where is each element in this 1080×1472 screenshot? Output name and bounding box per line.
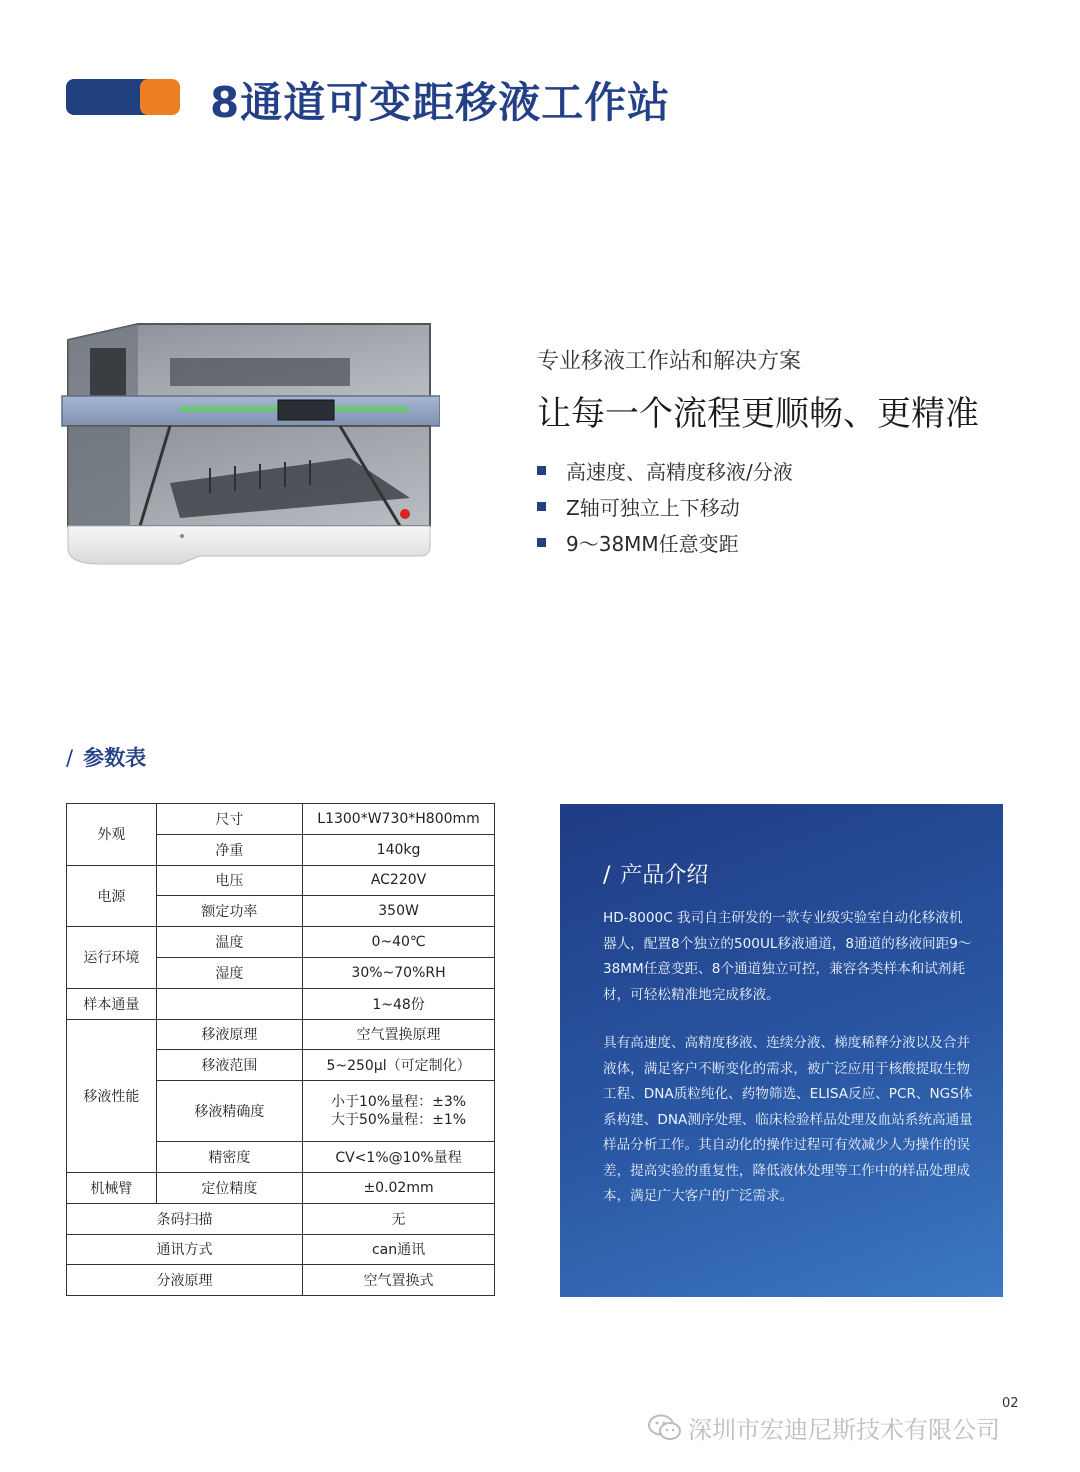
slash-icon: / [66, 746, 74, 770]
footer-brand [648, 1410, 1000, 1445]
slash-icon: / [603, 863, 611, 888]
hero-subtitle: 专业移液工作站和解决方案 [537, 349, 802, 374]
param-value-cell: 空气置换原理 [303, 1019, 495, 1050]
table-row [67, 1172, 495, 1203]
group-cell: 样本通量 [67, 988, 157, 1019]
bullet-square-icon [537, 538, 546, 547]
table-row [67, 804, 495, 835]
param-name-cell: 分液原理 [67, 1265, 303, 1296]
param-name-cell: 湿度 [156, 957, 302, 988]
feature-list [537, 452, 793, 560]
page-title: 8通道可变距移液工作站 [210, 78, 671, 127]
param-name-cell: 移液范围 [156, 1050, 302, 1081]
param-value-cell: 0~40℃ [303, 927, 495, 958]
feature-text: 9～38MM任意变距 [566, 531, 739, 556]
param-value-cell: L1300*W730*H800mm [303, 804, 495, 835]
intro-paragraph: HD-8000C 我司自主研发的一款专业级实验室自动化移液机器人，配置8个独立的500UL移液通道，8通道的移液间距9～38MM任意变距、8个通道独立可控，兼容各类样本和试剂耗材，可轻松精准地完成移液。 [603, 910, 972, 1003]
param-name-cell: 条码扫描 [67, 1203, 303, 1234]
value-line: 大于50%量程：±1% [331, 1112, 467, 1129]
param-value-cell: 5~250μl（可定制化） [303, 1050, 495, 1081]
intro-heading [603, 858, 708, 889]
param-name-cell: 尺寸 [156, 804, 302, 835]
intro-paragraph: 具有高速度、高精度移液、连续分液、梯度稀释分液以及合并液体，满足客户不断变化的需求，被广泛应用于核酸提取生物工程、DNA质粒纯化、药物筛选、ELISA反应、PCR、NGS体系构建、DNA测序处理、临床检验样品处理及血站系统高通量样品分析工作。其自动化的操作过程可有效减少人为操作的误差，提高实验的重复性，降低液体处理等工作中的样品处理成本，满足广大客户的广泛需求。 [603, 1035, 973, 1204]
page-number: 02 [1002, 1396, 1019, 1411]
param-name-cell [156, 988, 302, 1019]
table-row [67, 988, 495, 1019]
param-value-cell: can通讯 [303, 1234, 495, 1265]
bullet-square-icon [537, 466, 546, 475]
feature-item [537, 488, 793, 524]
table-row [67, 1265, 495, 1296]
group-cell: 移液性能 [67, 1019, 157, 1172]
param-value-cell: 无 [303, 1203, 495, 1234]
table-row [67, 1234, 495, 1265]
param-value-cell: CV<1%@10%量程 [303, 1142, 495, 1173]
param-name-cell: 移液精确度 [156, 1081, 302, 1142]
param-name-cell: 净重 [156, 834, 302, 865]
param-value-cell: 1~48份 [303, 988, 495, 1019]
param-name-cell: 精密度 [156, 1142, 302, 1173]
table-row [67, 1203, 495, 1234]
param-name-cell: 额定功率 [156, 896, 302, 927]
group-cell: 电源 [67, 865, 157, 927]
param-value-cell: 140kg [303, 834, 495, 865]
workstation-illustration [60, 318, 440, 573]
header-bar-orange [140, 79, 180, 115]
bullet-square-icon [537, 502, 546, 511]
params-heading-text: 参数表 [83, 746, 147, 770]
product-intro-panel [560, 804, 1003, 1297]
table-row [67, 927, 495, 958]
feature-item [537, 524, 793, 560]
param-name-cell: 定位精度 [156, 1172, 302, 1203]
param-value-cell: ±0.02mm [303, 1172, 495, 1203]
group-cell: 外观 [67, 804, 157, 866]
group-cell: 运行环境 [67, 927, 157, 989]
hero-title: 让每一个流程更顺畅、更精准 [537, 394, 979, 434]
table-row [67, 1019, 495, 1050]
feature-text: Z轴可独立上下移动 [566, 495, 740, 520]
group-cell: 机械臂 [67, 1172, 157, 1203]
company-name: 深圳市宏迪尼斯技术有限公司 [688, 1416, 1000, 1444]
wechat-icon [648, 1414, 682, 1442]
feature-text: 高速度、高精度移液/分液 [566, 459, 793, 484]
intro-heading-text: 产品介绍 [620, 863, 709, 888]
param-value-cell: 30%~70%RH [303, 957, 495, 988]
param-value-cell [303, 1081, 495, 1142]
spec-table [66, 803, 495, 1296]
value-line: 小于10%量程：±3% [331, 1094, 467, 1111]
feature-item [537, 452, 793, 488]
param-value-cell: AC220V [303, 865, 495, 896]
param-value-cell: 空气置换式 [303, 1265, 495, 1296]
param-name-cell: 温度 [156, 927, 302, 958]
table-row [67, 865, 495, 896]
param-name-cell: 电压 [156, 865, 302, 896]
param-name-cell: 移液原理 [156, 1019, 302, 1050]
param-value-cell: 350W [303, 896, 495, 927]
params-heading [66, 742, 146, 772]
param-name-cell: 通讯方式 [67, 1234, 303, 1265]
